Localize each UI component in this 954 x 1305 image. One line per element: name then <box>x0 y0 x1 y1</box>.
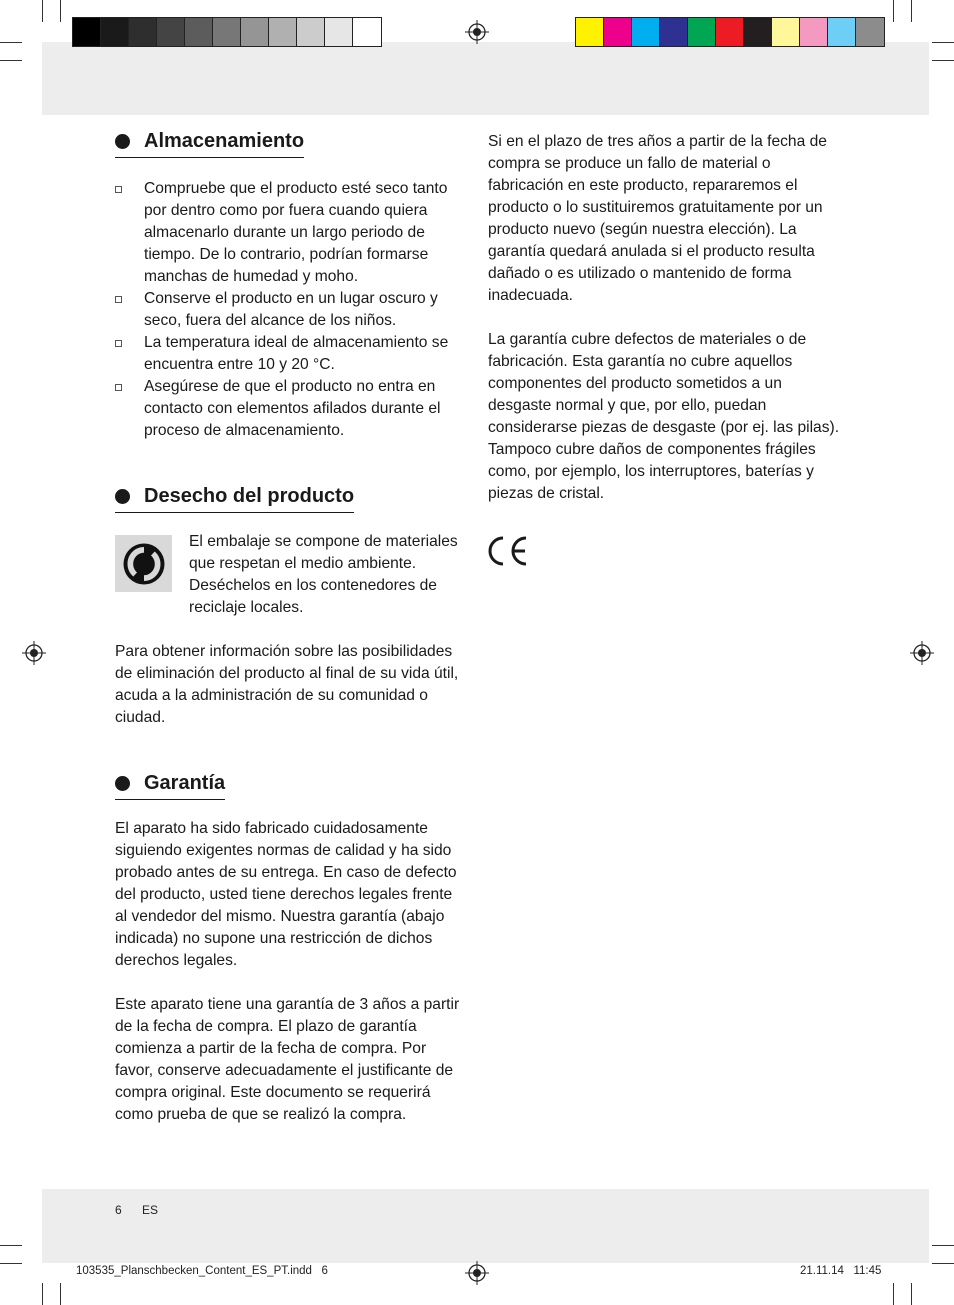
warranty-paragraph-2: Este aparato tiene una garantía de 3 años a partir de la fecha de compra. El plazo de garantía comienza a partir de la fecha de compra. Por favor, conserve adecuadamente el justificante de compra original. Este documento se requerirá como prueba de que se realizó la compra. <box>115 996 460 1123</box>
color-swatch <box>297 18 325 46</box>
bullet-dot-icon <box>115 776 130 791</box>
color-swatch <box>185 18 213 46</box>
list-item: La temperatura ideal de almacenamiento se encuentra entre 10 y 20 °C. <box>115 332 467 376</box>
list-item: Asegúrese de que el producto no entra en contacto con elementos afilados durante el proceso de almacenamiento. <box>115 376 467 442</box>
color-swatch <box>660 18 688 46</box>
checkbox-bullet-icon <box>115 384 122 391</box>
color-swatch <box>353 18 381 46</box>
ce-mark-icon <box>488 535 840 574</box>
color-swatch <box>157 18 185 46</box>
color-swatch <box>604 18 632 46</box>
checkbox-bullet-icon <box>115 340 122 347</box>
grayscale-color-bar <box>72 17 382 47</box>
color-swatch <box>129 18 157 46</box>
bullet-dot-icon <box>115 134 130 149</box>
heading-text: Almacenamiento <box>144 130 305 152</box>
section-heading-desecho <box>115 483 354 513</box>
file-slug: 103535_Planschbecken_Content_ES_PT.indd 6 <box>76 1265 328 1277</box>
warranty-paragraph-3: Si en el plazo de tres años a partir de la fecha de compra se produce un fallo de material o fabricación en este producto, repararemos el producto o lo sustituiremos gratuitamente por un producto nuevo (según nuestra elección). La garantía quedará anulada si el producto resulta dañado o es utilizado o mantenido de forma inadecuada. <box>488 133 827 304</box>
right-column <box>488 131 840 574</box>
color-swatch <box>269 18 297 46</box>
disposal-info-text: Para obtener información sobre las posibilidades de eliminación del producto al final de su vida útil, acuda a la administración de su comunidad o ciudad. <box>115 643 459 726</box>
bullet-dot-icon <box>115 489 130 504</box>
heading-text: Garantía <box>144 772 226 794</box>
list-item: Conserve el producto en un lugar oscuro y seco, fuera del alcance de los niños. <box>115 288 467 332</box>
color-swatch <box>800 18 828 46</box>
color-swatch <box>576 18 604 46</box>
color-swatch <box>716 18 744 46</box>
color-swatch <box>828 18 856 46</box>
storage-list <box>115 178 467 442</box>
date-time-slug: 21.11.14 11:45 <box>800 1265 882 1277</box>
section-heading-almacenamiento <box>115 128 304 158</box>
color-swatch <box>101 18 129 46</box>
packaging-text: El embalaje se compone de materiales que respetan el medio ambiente. Deséchelos en los contenedores de reciclaje locales. <box>189 533 458 616</box>
green-dot-recycle-icon <box>115 535 172 592</box>
color-swatch <box>744 18 772 46</box>
color-swatch <box>856 18 884 46</box>
page-number: 6 <box>115 1203 122 1217</box>
color-swatch <box>73 18 101 46</box>
color-swatch <box>241 18 269 46</box>
registration-mark-icon <box>910 641 934 665</box>
warranty-paragraph-1: El aparato ha sido fabricado cuidadosamente siguiendo exigentes normas de calidad y ha sido probado antes de su entrega. En caso de defecto del producto, usted tiene derechos legales frente al vendedor del mismo. Nuestra garantía (abajo indicada) no supone una restricción de dichos derechos legales. <box>115 820 457 969</box>
packaging-note <box>115 531 467 619</box>
registration-mark-icon <box>465 20 489 44</box>
color-swatch <box>632 18 660 46</box>
checkbox-bullet-icon <box>115 186 122 193</box>
color-swatch <box>213 18 241 46</box>
language-code: ES <box>142 1203 159 1217</box>
color-swatch <box>772 18 800 46</box>
footer-band <box>42 1189 929 1263</box>
color-swatch <box>325 18 353 46</box>
color-swatch <box>688 18 716 46</box>
registration-mark-icon <box>22 641 46 665</box>
registration-mark-icon <box>465 1261 489 1285</box>
left-column <box>115 128 467 1126</box>
checkbox-bullet-icon <box>115 296 122 303</box>
header-band <box>42 42 929 115</box>
section-heading-garantia <box>115 770 225 800</box>
process-color-bar <box>575 17 885 47</box>
warranty-paragraph-4: La garantía cubre defectos de materiales o de fabricación. Esta garantía no cubre aquellos componentes del producto sometidos a un desgaste normal y que, por ello, puedan considerarse piezas de desgaste (por ej. las pilas). Tampoco cubre daños de componentes frágiles como, por ejemplo, los interruptores, baterías y piezas de cristal. <box>488 331 840 502</box>
list-item: Compruebe que el producto esté seco tanto por dentro como por fuera cuando quiera almacenarlo durante un largo periodo de tiempo. De lo contrario, podrían formarse manchas de humedad y moho. <box>115 178 467 288</box>
heading-text: Desecho del producto <box>144 485 355 507</box>
